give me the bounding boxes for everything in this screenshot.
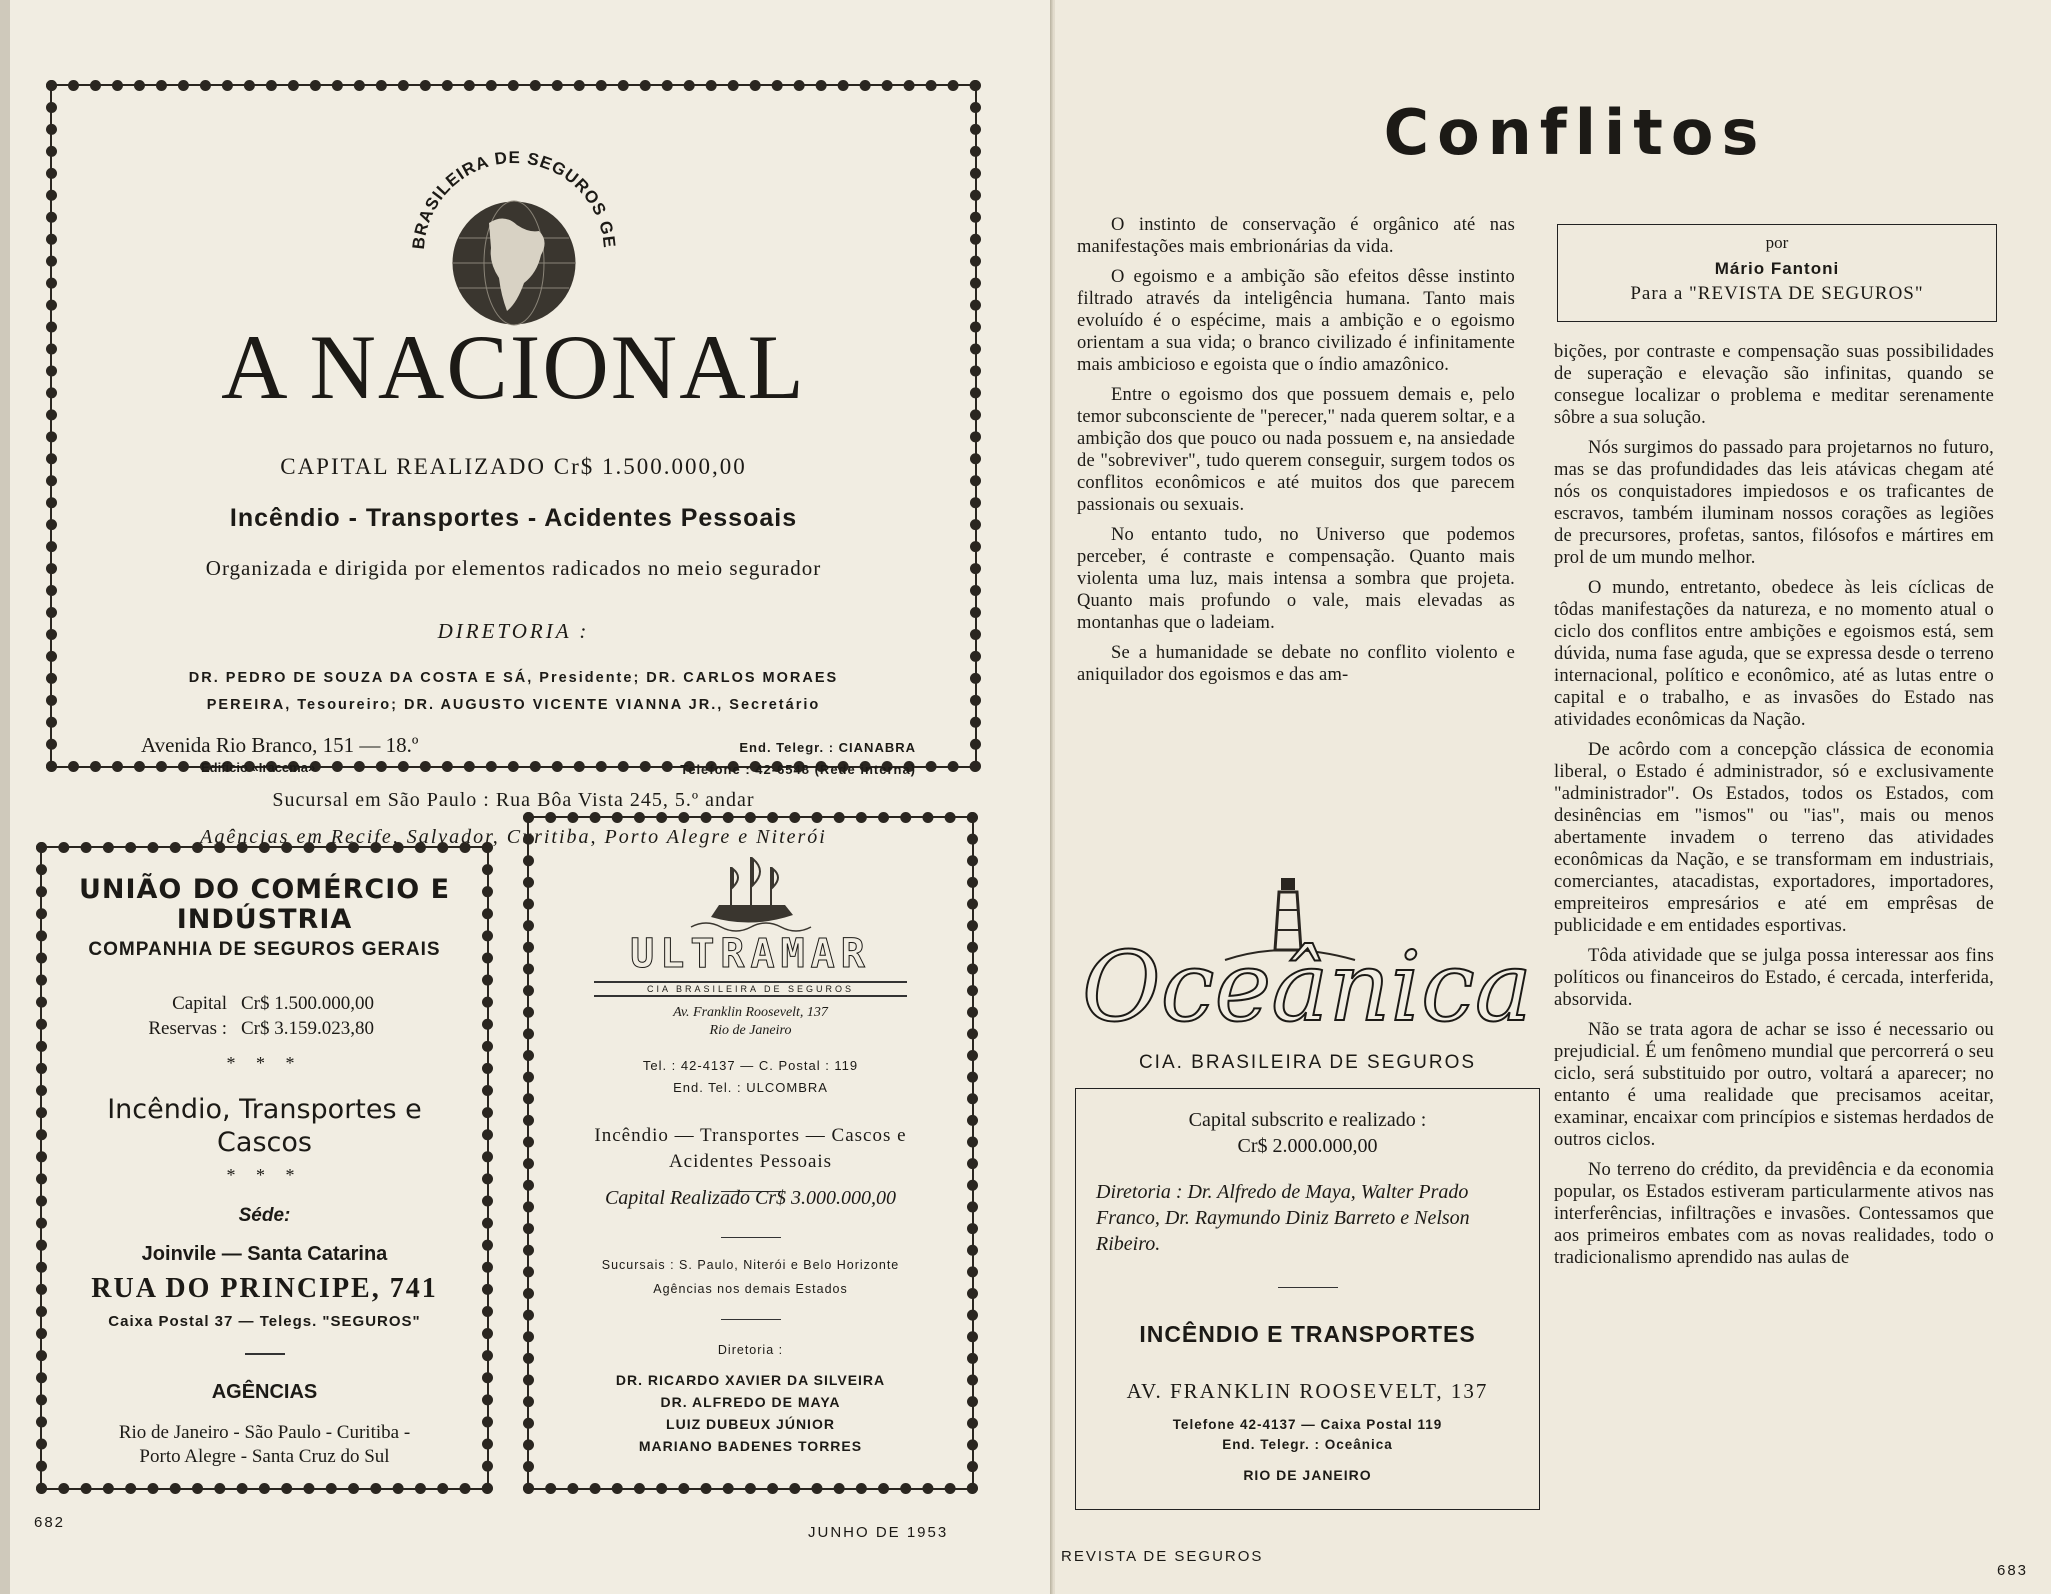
capital-text: Capital Realizado Cr$ 3.000.000,00 <box>604 1187 897 1209</box>
article-title: Conflitos <box>1383 96 1767 169</box>
telegraph: End. Telegr. : CIANABRA <box>739 740 916 755</box>
title-line: UNIÃO DO COMÉRCIO E <box>78 874 451 905</box>
svg-text:Oceânica: Oceânica <box>1081 931 1533 1040</box>
article-column-left <box>1077 214 1515 694</box>
page-number: 683 <box>1997 1562 2029 1579</box>
street-address: RUA DO PRINCIPE, 741 <box>91 1273 438 1304</box>
capital-text <box>1076 1107 1539 1159</box>
paragraph: Não se trata agora de achar se isso é necessario ou prejudicial. É um fenômeno mundial que percorrerá o seu ciclo, será substituido por outro, voltará a aparecer; no entanto é uma realidade que precisamos aceitar, examinar, encaixar com princípios e sistemas herdados de outros ciclos. <box>1554 1020 1994 1150</box>
director: MARIANO BADENES TORRES <box>638 1438 863 1454</box>
sede-label: Séde: <box>238 1205 291 1226</box>
phone: Telefone : 42-6548 (Rede interna) <box>680 762 916 777</box>
lines-text: Acidentes Pessoais <box>668 1151 833 1172</box>
branch-text: Sucursal em São Paulo : Rua Bôa Vista 245, 5.º andar <box>272 789 755 811</box>
organization-text: Organizada e dirigida por elementos radicados no meio segurador <box>205 556 822 580</box>
magazine-name: REVISTA DE SEGUROS <box>1061 1548 1264 1565</box>
agencies-text: Agências em Recife, Salvador, Curitiba, Porto Alegre e Niterói <box>200 826 827 848</box>
directors-title: DIRETORIA : <box>437 619 590 643</box>
issue-date: JUNHO DE 1953 <box>808 1524 949 1541</box>
divider <box>1278 1287 1338 1288</box>
branches-line: Sucursais : S. Paulo, Niterói e Belo Horizonte <box>601 1258 900 1272</box>
director: LUIZ DUBEUX JÚNIOR <box>666 1416 835 1432</box>
paragraph: O egoismo e a ambição são efeitos dêsse instinto filtrado através da inteligência humana. Tanto mais evoluído é o espécime, mais a ambição e o egoismo orientam a sua vida; o branco civilizado é infinitamente mais ambicioso e egoista que o índio amazônico. <box>1077 267 1515 375</box>
paragraph: Entre o egoismo dos que possuem demais e, pelo temor subconsciente de "perecer," nada querem soltar, e a ambição dos que pouco ou nada possuem e, na ansiedade de "sobreviver", tudo querem conseguir, surgem todos os conflitos econômicos e até muitos dos que parecem passionais ou sexuais. <box>1077 385 1515 515</box>
telegraph: End. Tel. : ULCOMBRA <box>673 1080 828 1095</box>
directors-title: Diretoria : <box>717 1343 784 1357</box>
director: DR. ALFREDO DE MAYA <box>660 1394 841 1410</box>
company-name <box>47 875 482 935</box>
paragraph: bições, por contraste e compensação suas possibilidades de superação e elevação são infinitas, quando se consegue localizar o problema e meditar serenamente sôbre a sua solução. <box>1554 342 1994 428</box>
contact-info <box>534 1055 967 1099</box>
left-page <box>10 0 1055 1594</box>
divider <box>721 1319 781 1320</box>
separator-stars: * * * <box>226 1165 303 1185</box>
company-name: A NACIONAL <box>221 316 806 418</box>
director: DR. RICARDO XAVIER DA SILVEIRA <box>615 1372 886 1388</box>
capital-line: Capital subscrito e realizado : <box>1188 1109 1427 1131</box>
paragraph: O mundo, entretanto, obedece às leis cíclicas de tôdas manifestações da natureza, e no momento atual o ciclo dos conflitos entre ambições e egoismos está, sem dúvida, numa fase aguda, que se expressa desde o terreno internacional, político e econômico, até as lutas entre o capital e o trabalho, e as invasões do Estado nas atividades econômicas da Nação. <box>1554 578 1994 730</box>
agencies-title: AGÊNCIAS <box>211 1381 318 1403</box>
author-name: Mário Fantoni <box>1714 259 1840 278</box>
city: RIO DE JANEIRO <box>1243 1467 1372 1483</box>
company-subtitle: COMPANHIA DE SEGUROS GERAIS <box>88 939 441 960</box>
ad-uniao-comercio <box>36 842 493 1494</box>
lines-text: Incêndio, Transportes e <box>107 1094 422 1125</box>
agencies-line: Agências nos demais Estados <box>653 1282 848 1296</box>
svg-text:CIA. BRASILEIRA DE SEGUROS GER: BRASILEIRA DE SEGUROS GE <box>408 147 619 251</box>
phone: Telefone 42-4137 — Caixa Postal 119 <box>1172 1417 1443 1432</box>
byline-publication: Para a "REVISTA DE SEGUROS" <box>1630 283 1924 304</box>
postal-box: Caixa Postal 37 — Telegs. "SEGUROS" <box>108 1313 421 1330</box>
directors-line: PEREIRA, Tesoureiro; DR. AUGUSTO VICENTE VIANNA JR., Secretário <box>206 697 821 713</box>
paragraph: De acôrdo com a concepção clássica de economia liberal, o Estado é administrador, só e exclusivamente "administrador". Os Estados, todos os Estados, com desinências em "ismos" ou "ias", mais ou menos abertamente invadem o terreno das atividades econômicas da Nação, e se transformam em industriais, comerciantes, atacadistas, exportadores, importadores, empreiteiros empresários e até em emprêsas de publicidade e em entidades esportivas. <box>1554 740 1994 936</box>
reserves-label: Reservas : <box>148 1018 227 1039</box>
address-line: Rio de Janeiro <box>709 1023 792 1038</box>
lines-text: Cascos <box>217 1127 312 1158</box>
oceanica-logo <box>1075 870 1540 1040</box>
divider <box>245 1353 285 1355</box>
paragraph: Se a humanidade se debate no conflito violento e aniquilador dos egoismos e das am- <box>1077 643 1515 685</box>
capital-text: CAPITAL REALIZADO Cr$ 1.500.000,00 <box>280 454 747 479</box>
article-column-right <box>1554 341 1994 1277</box>
capital-table <box>117 991 374 1041</box>
separator-stars: * * * <box>226 1053 303 1073</box>
city: Joinvile — Santa Catarina <box>141 1243 388 1265</box>
capital-value: Cr$ 1.500.000,00 <box>241 993 374 1014</box>
directors-list <box>534 1369 967 1457</box>
paragraph: Tôda atividade que se julga possa interessar aos fins políticos ou financeiros do Estado, é cercada, interferida, absorvida. <box>1554 946 1994 1010</box>
page-number: 682 <box>34 1514 66 1531</box>
right-page <box>1055 0 2051 1594</box>
telegraph: End. Telegr. : Oceânica <box>1222 1437 1393 1452</box>
byline-por: por <box>1765 233 1789 252</box>
ad-ultramar <box>523 812 978 1494</box>
directors-text: Diretoria : Dr. Alfredo de Maya, Walter Prado Franco, Dr. Raymundo Diniz Barreto e Nelson Ribeiro. <box>1096 1181 1470 1255</box>
title-line: INDÚSTRIA <box>176 904 353 935</box>
insurance-lines: INCÊNDIO E TRANSPORTES <box>1139 1321 1476 1347</box>
reserves-value: Cr$ 3.159.023,80 <box>241 1018 374 1039</box>
byline-box <box>1557 224 1997 322</box>
building-name: Edifício «Iracema» <box>201 760 316 775</box>
address-line: Av. Franklin Roosevelt, 137 <box>673 1005 828 1020</box>
phone: Tel. : 42-4137 — C. Postal : 119 <box>642 1058 859 1073</box>
capital-label: Capital <box>172 993 227 1014</box>
lines-text: Incêndio — Transportes — Cascos e <box>594 1125 907 1146</box>
divider <box>721 1237 781 1238</box>
agencies-list <box>57 1421 472 1469</box>
branches <box>554 1253 947 1301</box>
handwritten-address <box>534 1003 967 1041</box>
oceanica-info-box <box>1075 1088 1540 1510</box>
paragraph: O instinto de conservação é orgânico até nas manifestações mais embrionárias da vida. <box>1077 215 1515 257</box>
paragraph: No terreno do crédito, da previdência e da economia popular, os Estados estiveram particularmente ativos nas interferências, infiltrações e invasões. Contessamos que aos primeiros embates com as novas realidades, todo o tradicionalismo aprendido nas aulas de <box>1554 1160 1994 1268</box>
capital-line: Cr$ 2.000.000,00 <box>1237 1135 1378 1157</box>
directors-line: DR. PEDRO DE SOUZA DA COSTA E SÁ, Presidente; DR. CARLOS MORAES <box>188 670 839 686</box>
company-name: ULTRAMAR <box>630 931 871 977</box>
agencies-line: Rio de Janeiro - São Paulo - Curitiba - <box>118 1422 411 1443</box>
agencies-line: Porto Alegre - Santa Cruz do Sul <box>139 1446 390 1467</box>
address: Avenida Rio Branco, 151 — 18.º <box>141 733 419 757</box>
ad-oceanica <box>1075 830 1540 1520</box>
company-subtitle: CIA BRASILEIRA DE SEGUROS <box>594 981 907 997</box>
insurance-lines: Incêndio - Transportes - Acidentes Pessoais <box>229 504 798 532</box>
contact-info <box>1076 1415 1539 1455</box>
insurance-lines <box>67 1093 462 1159</box>
address: AV. FRANKLIN ROOSEVELT, 137 <box>1126 1379 1489 1403</box>
insurance-lines <box>559 1123 942 1175</box>
ad-a-nacional <box>46 80 981 848</box>
paragraph: No entanto tudo, no Universo que podemos perceber, é contraste e compensação. Quanto mais violenta uma luz, mais intensa a sombra que projeta. Quanto mais profundo o vale, mais elevadas as montanhas que o ladeiam. <box>1077 525 1515 633</box>
company-subtitle: CIA. BRASILEIRA DE SEGUROS <box>1138 1052 1477 1073</box>
directors-list <box>141 665 886 719</box>
paragraph: Nós surgimos do passado para projetarnos no futuro, mas se das profundidades das leis atávicas chegam até nós os conquistadores impiedosos e os traficantes de escravos, também iluminam nossos corações as legiões de precursores, profetas, santos, filósofos e mártires em prol de um mundo melhor. <box>1554 438 1994 568</box>
ship-icon <box>681 847 821 937</box>
